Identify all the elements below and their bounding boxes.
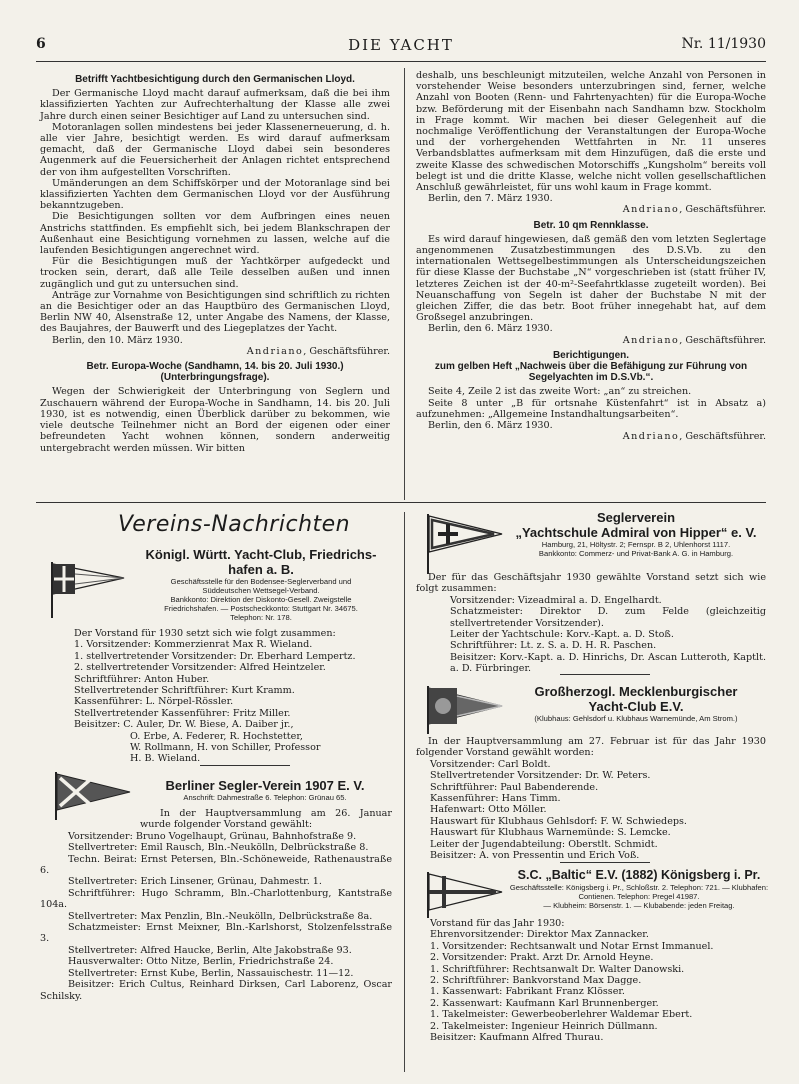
club-info: Geschäftsstelle für den Bodensee-Seglerverband und — [170, 577, 352, 586]
club-info: Hamburg, 21, Höltystr. 2; Fernspr. B 2, Uhlenhorst 1117. — [541, 540, 731, 549]
signature — [416, 335, 766, 346]
board-member: Beisitzer: Erich Cultus, Reinhard Dirksen, Carl Laborenz, Oscar Schilsky. — [40, 979, 392, 1002]
club-name: Berliner Segler-Verein 1907 E. V. — [165, 778, 365, 793]
board-member: 1. Schriftführer: Rechtsanwalt Dr. Walter Danowski. — [430, 963, 685, 975]
club-berliner-board — [40, 808, 392, 1002]
paragraph: deshalb, uns beschleunigt mitzuteilen, welche Anzahl von Personen in vorstehender Weise besonders unterzubringen sind, ferner, welche Anzahl von Booten (Renn- und Fahrtenyachten) für die Europa-Woche bzw. Beförderung mit der Eisenbahn nach Sandhamn bzw. Stockholm in Frage kommt. Wir machen bei dieser Gelegenheit auf die nochmalige Veröffentlichung der Veranstaltungen der Europa-Woche und der vorhergehenden Wettfahrten in Nr. 11 unseres Verbandsblattes aufmerksam mit dem Hinzufügen, daß die erste und zweite Klasse des schwedischen Motorschiffs „Kungsholm“ bereits voll belegt ist und die dritte Klasse, welche nicht vollen gesellschaftlichen Anschluß gewährleistet, für uns wohl kaum in Frage kommt. — [416, 70, 766, 194]
club-info: Bankkonto: Commerz- und Privat-Bank A. G. in Hamburg. — [538, 549, 734, 558]
club-baltic — [508, 868, 770, 910]
board-member: Leiter der Yachtschule: Korv.-Kapt. a. D. Stoß. — [450, 629, 674, 641]
club-hipper-board — [416, 572, 766, 675]
board-member: 2. Kassenwart: Kaufmann Karl Brunnenberger. — [430, 997, 659, 1009]
signature — [416, 204, 766, 215]
paragraph: Seite 4, Zeile 2 ist das zweite Wort: „an“ zu streichen. — [428, 386, 692, 398]
board-member: Beisitzer: Kaufmann Alfred Thurau. — [430, 1032, 604, 1044]
board-member: Schriftführer: Paul Babenderende. — [430, 781, 599, 793]
club-hipper — [505, 510, 767, 558]
board-member: Ehrenvorsitzender: Direktor Max Zannacker. — [430, 929, 649, 941]
column-right-top — [416, 70, 766, 447]
paragraph: Seite 8 unter „B für ortsnahe Küstenfahrt“ ist in Absatz a) aufzunehmen: „Allgemeine Instandhaltungsarbeiten“. — [416, 397, 766, 420]
club-name-line2: hafen a. B. — [228, 562, 294, 577]
article-subtitle-berichtigungen: zum gelben Heft „Nachweis über die Befähigung zur Führung von Segelyachten im D.S.Vb.“. — [434, 361, 748, 384]
board-member: 1. Vorsitzender: Rechtsanwalt und Notar Ernst Immanuel. — [430, 940, 714, 952]
board-member: 2. stellvertretender Vorsitzender: Alfred Heintzeler. — [74, 662, 326, 674]
column-left-top — [40, 70, 390, 454]
club-info: Anschrift: Dahmestraße 6. Telephon: Grünau 65. — [183, 793, 347, 802]
board-member: 2. Schriftführer: Bankvorstand Max Dagge. — [430, 975, 642, 987]
board-member: Beisitzer: Korv.-Kapt. a. D. Hinrichs, Dr. Ascan Lutteroth, Kaptlt. a. D. Fürbringer. — [450, 651, 766, 675]
club-mecklenburg-board — [416, 736, 766, 861]
paragraph: Es wird darauf hingewiesen, daß gemäß den vom letzten Seglertage angenommenen Zusatzbestimmungen des D.S.Vb. zu den internationalen Wettsegelbestimmungen als Unterscheidungszeichen für diese Klasse der Buchstabe „N“ vorgeschrieben ist (statt früher IV, letzteres Zeichen ist der 40-m²-Seefahrtklasse zugeteilt worden). Bei Neuanschaffung von Segeln ist daher der Buchstabe N mit der gleichen Ziffer, die das betr. Boot früher innegehabt hat, auf dem Großsegel anzubringen. — [416, 233, 766, 324]
burgee-wuerttemberg-flag-icon — [48, 560, 128, 620]
paragraph: Für die Besichtigungen muß der Yachtkörper aufgedeckt und trocken sein, derart, daß alle Teile desselben außen und innen zugänglich und gut zu untersuchen sind. — [40, 256, 390, 290]
board-member: Stellvertreter: Erich Linsener, Grünau, Dahmestr. 1. — [68, 876, 322, 888]
issue-number: Nr. 11/1930 — [681, 36, 766, 52]
board-member: Stellvertretender Vorsitzender: Dr. W. Peters. — [430, 770, 651, 782]
club-name: S.C. „Baltic“ E.V. (1882) Königsberg i. Pr. — [517, 868, 761, 882]
paragraph: Umänderungen an dem Schiffskörper und der Motoranlage sind bei klassifizierten Yachten dem Germanischen Lloyd vor der Ausführung bekanntzugeben. — [40, 177, 390, 212]
board-member: Schriftführer: Anton Huber. — [74, 673, 210, 685]
board-member: 1. Takelmeister: Gewerbeoberlehrer Waldemar Ebert. — [430, 1009, 693, 1021]
board-intro: Der für das Geschäftsjahr 1930 gewählte Vorstand setzt sich wie folgt zusammen: — [416, 572, 766, 595]
club-name: Großherzogl. Mecklenburgischer — [534, 684, 738, 699]
club-name: Seglerverein — [596, 510, 676, 525]
club-name: Königl. Württ. Yacht-Club, Friedrichs- — [145, 547, 377, 562]
club-divider — [560, 674, 650, 675]
club-divider — [560, 862, 650, 863]
burgee-hipper-flag-icon — [424, 512, 504, 576]
board-member: Vorsitzender: Bruno Vogelhaupt, Grünau, Bahnhofstraße 9. — [68, 830, 357, 842]
club-info: (Klubhaus: Gehlsdorf u. Klubhaus Warnemünde, Am Strom.) — [534, 714, 738, 723]
paragraph: Der Germanische Lloyd macht darauf aufmerksam, daß die bei ihm klassifizierten Yachten zur Aufrechterhaltung der Klasse alle zwei Jahre durch einen seiner Besichtiger auf Land zu untersuchen sind. — [40, 88, 390, 122]
board-intro: Vorstand für das Jahr 1930: — [430, 918, 565, 929]
burgee-mecklenburg-flag-icon — [424, 684, 504, 736]
board-intro: In der Hauptversammlung am 26. Januar wurde folgender Vorstand gewählt: — [140, 808, 392, 831]
board-member: 1. stellvertretender Vorsitzender: Dr. Eberhard Lempertz. — [74, 650, 356, 662]
signature-role: , Geschäftsführer. — [303, 345, 390, 357]
board-member: Schriftführer: Lt. z. S. a. D. H. R. Paschen. — [450, 640, 657, 652]
board-member: Beisitzer: C. Auler, Dr. W. Biese, A. Daiber jr., — [74, 719, 294, 731]
board-member: Stellvertretender Schriftführer: Kurt Kramm. — [74, 685, 295, 697]
article-title-lloyd: Betrifft Yachtbesichtigung durch den Germanischen Lloyd. — [75, 74, 355, 85]
board-member: Stellvertretender Kassenführer: Fritz Miller. — [74, 707, 291, 719]
paragraph: Die Besichtigungen sollten vor dem Aufbringen eines neuen Anstrichs stattfinden. Es empfiehlt sich, bei jedem Blankschrapen der Außenhaut eine Besichtigung vornehmen zu lassen, welche auf die laufenden Besichtigungen angerechnet wird. — [40, 211, 390, 257]
page-number: 6 — [36, 36, 46, 52]
board-member: Stellvertreter: Max Penzlin, Bln.-Neukölln, Delbrückstraße 8a. — [68, 910, 373, 922]
paragraph: Motoranlagen sollen mindestens bei jeder Klassenerneuerung, d. h. alle vier Jahre, besichtigt werden. Es wird darauf aufmerksam gemacht, daß der Germanische Lloyd dabei sein besonderes Augenmerk auf die Feuersicherheit der Anlagen richtet entsprechend der von ihm aufgestellten Vorschriften. — [40, 121, 390, 178]
board-member: Schatzmeister: Ernst Meixner, Bln.-Karlshorst, Stolzenfelsstraße 3. — [40, 922, 392, 945]
journal-title: DIE YACHT — [348, 36, 454, 54]
page-header — [36, 36, 766, 58]
board-member: Kassenführer: L. Nörpel-Rössler. — [74, 696, 234, 708]
article-title-europa-woche: Betr. Europa-Woche (Sandhamn, 14. bis 20. Juli 1930.) (Unterbringungsfrage). — [86, 361, 344, 384]
dateline: Berlin, den 6. März 1930. — [428, 420, 553, 432]
dateline: Berlin, den 10. März 1930. — [52, 334, 183, 346]
club-info: Geschäftsstelle: Königsberg i. Pr., Schloßstr. 2. Telephon: 721. — Klubhafen: Contienen. Telephon: Pregel 41987. — [509, 883, 769, 901]
paragraph: Wegen der Schwierigkeit der Unterbringung von Seglern und Zuschauern während der Europa-Woche in Sandhamn, 14. bis 20. Juli 1930, ist es notwendig, einen Überblick darüber zu bekommen, wie viele deutsche Teilnehmer nicht an Bord der eigenen oder einer befreundeten Yacht wohnen können, sondern anderweitig untergebracht werden müssen. Wir bitten — [40, 386, 390, 454]
board-member: Leiter der Jugendabteilung: Oberstlt. Schmidt. — [430, 838, 658, 850]
board-intro: Der Vorstand für 1930 setzt sich wie folgt zusammen: — [74, 628, 336, 639]
section-title: Vereins-Nachrichten — [118, 512, 351, 537]
club-wuerttemberg-board — [74, 628, 396, 765]
board-member: W. Rollmann, H. von Schiller, Professor — [130, 742, 321, 754]
signature-name: Andriano — [622, 204, 680, 216]
board-member: Vorsitzender: Vizeadmiral a. D. Engelhardt. — [450, 594, 662, 606]
header-rule — [36, 61, 766, 62]
club-baltic-board — [416, 918, 766, 1043]
section-rule — [36, 502, 766, 503]
club-info: Süddeutschen Wettsegel-Verband. — [202, 586, 320, 595]
board-member: Stellvertreter: Ernst Kube, Berlin, Nassauischestr. 11—12. — [68, 967, 354, 979]
board-member: 2. Takelmeister: Ingenieur Heinrich Düllmann. — [430, 1020, 658, 1032]
club-info: Friedrichshafen. — Postscheckkonto: Stuttgart Nr. 34675. — [164, 604, 358, 613]
burgee-baltic-flag-icon — [424, 870, 504, 920]
board-member: Vorsitzender: Carl Boldt. — [430, 758, 551, 770]
club-divider — [200, 765, 290, 766]
board-member: Stellvertreter: Emil Rausch, Bln.-Neukölln, Delbrückstraße 8. — [68, 842, 369, 854]
paragraph: Anträge zur Vornahme von Besichtigungen sind schriftlich zu richten an die Besichtiger oder an das Hauptbüro des Germanischen Lloyd, Berlin NW 40, Alsenstraße 12, unter Angabe des Namens, der Klasse, des Baujahres, der Bauwerft und des Liegeplatzes der Yacht. — [40, 289, 390, 335]
board-member: Hausverwalter: Otto Nitze, Berlin, Friedrichstraße 24. — [68, 956, 334, 968]
board-member: Schatzmeister: Direktor D. zum Felde (gleichzeitig stellvertretender Vorsitzender). — [450, 606, 766, 629]
club-info: — Klubheim: Börsenstr. 1. — Klubabende: jeden Freitag. — [543, 901, 735, 910]
article-title-berichtigungen: Berichtigungen. — [552, 349, 630, 361]
signature-role: , Geschäftsführer. — [679, 334, 766, 346]
board-member: 1. Kassenwart: Fabrikant Franz Klösser. — [430, 986, 625, 998]
board-member: Hafenwart: Otto Möller. — [430, 804, 547, 816]
article-title-rennklasse: Betr. 10 qm Rennklasse. — [533, 219, 649, 231]
club-name-line2: „Yachtschule Admiral von Hipper“ e. V. — [515, 525, 757, 540]
board-member: Stellvertreter: Alfred Haucke, Berlin, Alte Jakobstraße 93. — [68, 944, 352, 956]
board-intro: In der Hauptversammlung am 27. Februar ist für das Jahr 1930 folgender Vorstand gewählt worden: — [416, 736, 766, 759]
board-member: Techn. Beirat: Ernst Petersen, Bln.-Schöneweide, Rathenaustraße 6. — [40, 853, 392, 877]
board-member: Schriftführer: Hugo Schramm, Bln.-Charlottenburg, Kantstraße 104a. — [40, 887, 392, 911]
signature-role: , Geschäftsführer. — [679, 204, 766, 216]
signature-name: Andriano — [622, 431, 680, 443]
board-member: Hauswart für Klubhaus Gehlsdorf: F. W. Schwiedeps. — [430, 815, 687, 827]
club-mecklenburg — [505, 684, 767, 723]
column-divider — [404, 512, 405, 1072]
signature-name: Andriano — [622, 334, 680, 346]
board-member: Kassenführer: Hans Timm. — [430, 793, 561, 805]
board-member: O. Erbe, A. Federer, R. Hochstetter, — [130, 730, 303, 742]
dateline: Berlin, den 6. März 1930. — [428, 323, 553, 335]
column-divider — [404, 68, 405, 500]
board-member: 1. Vorsitzender: Kommerzienrat Max R. Wieland. — [74, 639, 313, 651]
board-member: Hauswart für Klubhaus Warnemünde: S. Lemcke. — [430, 827, 671, 839]
board-member: H. B. Wieland. — [130, 753, 201, 765]
signature — [416, 431, 766, 442]
club-berliner — [138, 778, 392, 802]
signature-name: Andriano — [246, 345, 304, 357]
club-info: Telephon: Nr. 178. — [230, 613, 292, 622]
board-member: 2. Vorsitzender: Prakt. Arzt Dr. Arnold Heyne. — [430, 952, 654, 964]
signature — [40, 346, 390, 357]
club-info: Bankkonto: Direktion der Diskonto-Gesell. Zweigstelle — [170, 595, 352, 604]
dateline: Berlin, den 7. März 1930. — [428, 193, 553, 205]
club-name-line2: Yacht-Club E.V. — [588, 699, 684, 714]
signature-role: , Geschäftsführer. — [679, 431, 766, 443]
board-member: Beisitzer: A. von Pressentin und Erich Voß. — [430, 850, 640, 862]
club-wuerttemberg — [130, 547, 392, 622]
